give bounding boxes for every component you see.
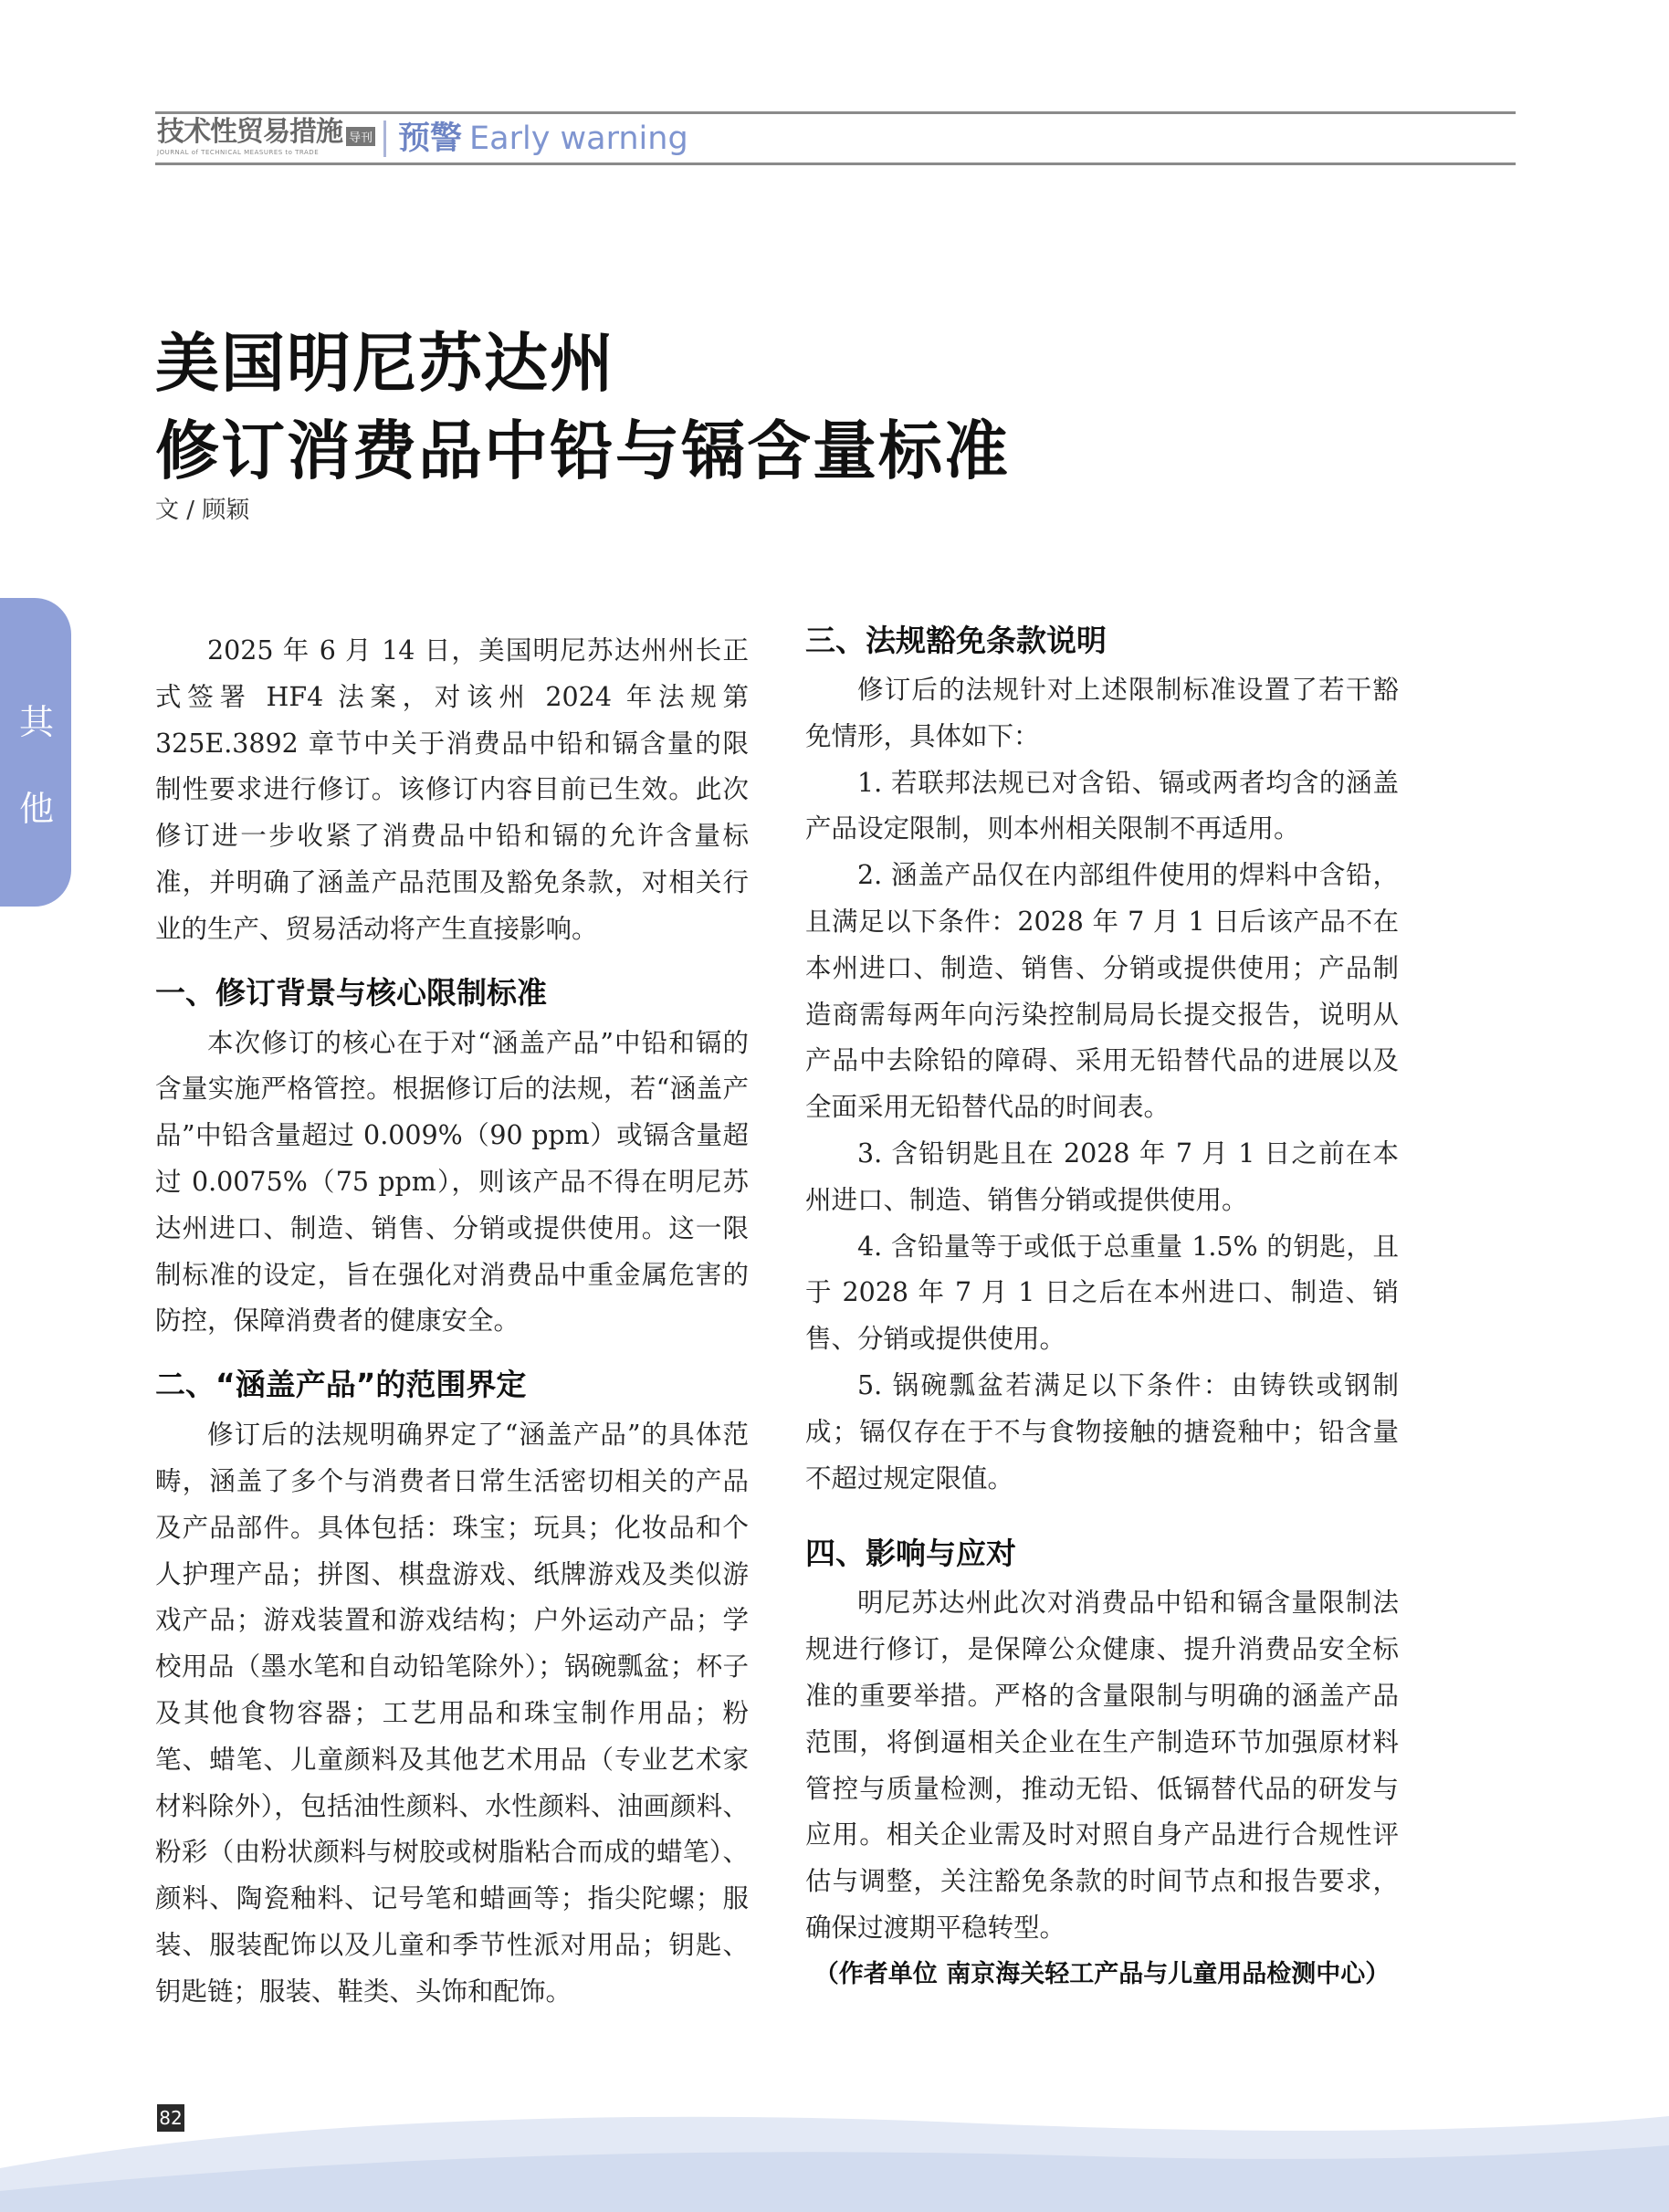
section4-heading: 四、影响与应对 <box>805 1536 1016 1572</box>
section1-heading: 一、修订背景与核心限制标准 <box>155 974 547 1011</box>
left-column <box>155 628 749 2016</box>
category-side-tab <box>0 598 71 907</box>
section-label-cn: 预警 <box>398 121 463 157</box>
section3-intro: 修订后的法规针对上述限制标准设置了若干豁免情形，具体如下： <box>805 675 1399 751</box>
article-title <box>155 320 1010 495</box>
right-column <box>805 614 1399 1997</box>
exemption-item-5: 5. 锅碗瓢盆若满足以下条件：由铸铁或钢制成；镉仅存在于不与食物接触的搪瓷釉中；铅含量不超过规定限值。 <box>805 1369 1399 1494</box>
exemption-item-3: 3. 含铅钥匙且在 2028 年 7 月 1 日之前在本州进口、制造、销售分销或提供使用。 <box>805 1137 1399 1215</box>
intro-paragraph: 2025 年 6 月 14 日，美国明尼苏达州州长正式签署 HF4 法案，对该州 2024 年法规第 325E.3892 章节中关于消费品中铅和镉含量的限制性要求进行修订。该修订内容目前已生效。此次修订进一步收紧了消费品中铅和镉的允许含量标准，并明确了涵盖产品范围及豁免条款，对相关行业的生产、贸易活动将产生直接影响。 <box>155 635 749 944</box>
article-title-line2: 修订消费品中铅与镉含量标准 <box>155 414 1010 488</box>
side-tab-char2: 他 <box>18 789 54 829</box>
exemption-item-2: 2. 涵盖产品仅在内部组件使用的焊料中含铅，且满足以下条件：2028 年 7 月 1 日后该产品不在本州进口、制造、销售、分销或提供使用；产品制造商需每两年向污染控制局局长提交报告，说明从产品中去除铅的障碍、采用无铅替代品的进展以及全面采用无铅替代品的时间表。 <box>805 860 1399 1123</box>
section-label-en: Early warning <box>469 121 688 157</box>
page-number: 82 <box>157 2104 184 2132</box>
header-rule-bottom <box>155 162 1516 165</box>
footer-wave <box>0 2091 1669 2212</box>
exemption-item-4: 4. 含铅量等于或低于总重量 1.5% 的钥匙，且于 2028 年 7 月 1 日之后在本州进口、制造、销售、分销或提供使用。 <box>805 1231 1399 1355</box>
side-tab-char1: 其 <box>18 702 54 742</box>
journal-logo <box>157 117 385 161</box>
header-rule-top <box>155 111 1516 114</box>
section2-heading: 二、“涵盖产品”的范围界定 <box>155 1367 527 1403</box>
article-title-line1: 美国明尼苏达州 <box>155 326 615 401</box>
author-affiliation: （作者单位 南京海关轻工产品与儿童用品检测中心） <box>814 1959 1391 1988</box>
journal-logo-text: 技术性贸易措施 <box>157 116 342 148</box>
journal-logo-subtitle: JOURNAL of TECHNICAL MEASURES to TRADE <box>157 149 320 156</box>
section4-body: 明尼苏达州此次对消费品中铅和镉含量限制法规进行修订，是保障公众健康、提升消费品安全标准的重要举措。严格的含量限制与明确的涵盖产品范围，将倒逼相关企业在生产制造环节加强原材料管控与质量检测，推动无铅、低镉替代品的研发与应用。相关企业需及时对照自身产品进行合规性评估与调整，关注豁免条款的时间节点和报告要求，确保过渡期平稳转型。 <box>805 1588 1399 1943</box>
article-author: 文 / 顾颖 <box>155 497 250 524</box>
section2-body: 修订后的法规明确界定了“涵盖产品”的具体范畴，涵盖了多个与消费者日常生活密切相关的产品及产品部件。具体包括：珠宝；玩具；化妆品和个人护理产品；拼图、棋盘游戏、纸牌游戏及类似游戏产品；游戏装置和游戏结构；户外运动产品；学校用品（墨水笔和自动铅笔除外）；锅碗瓢盆；杯子及其他食物容器；工艺用品和珠宝制作用品；粉笔、蜡笔、儿童颜料及其他艺术用品（专业艺术家材料除外），包括油性颜料、水性颜料、油画颜料、粉彩（由粉状颜料与树胶或树脂粘合而成的蜡笔）、颜料、陶瓷釉料、记号笔和蜡画等；指尖陀螺；服装、服装配饰以及儿童和季节性派对用品；钥匙、钥匙链；服装、鞋类、头饰和配饰。 <box>155 1420 749 2007</box>
exemption-item-1: 1. 若联邦法规已对含铅、镉或两者均含的涵盖产品设定限制，则本州相关限制不再适用。 <box>805 767 1399 844</box>
journal-logo-tag: 导刊 <box>346 127 375 146</box>
header-divider <box>383 121 386 157</box>
section1-body: 本次修订的核心在于对“涵盖产品”中铅和镉的含量实施严格管控。根据修订后的法规，若“涵盖产品”中铅含量超过 0.009%（90 ppm）或镉含量超过 0.0075%（75 ppm），则该产品不得在明尼苏达州进口、制造、销售、分销或提供使用。这一限制标准的设定，旨在强化对消费品中重金属危害的防控，保障消费者的健康安全。 <box>155 1027 749 1337</box>
section-label <box>398 117 688 161</box>
section3-heading: 三、法规豁免条款说明 <box>805 623 1107 658</box>
